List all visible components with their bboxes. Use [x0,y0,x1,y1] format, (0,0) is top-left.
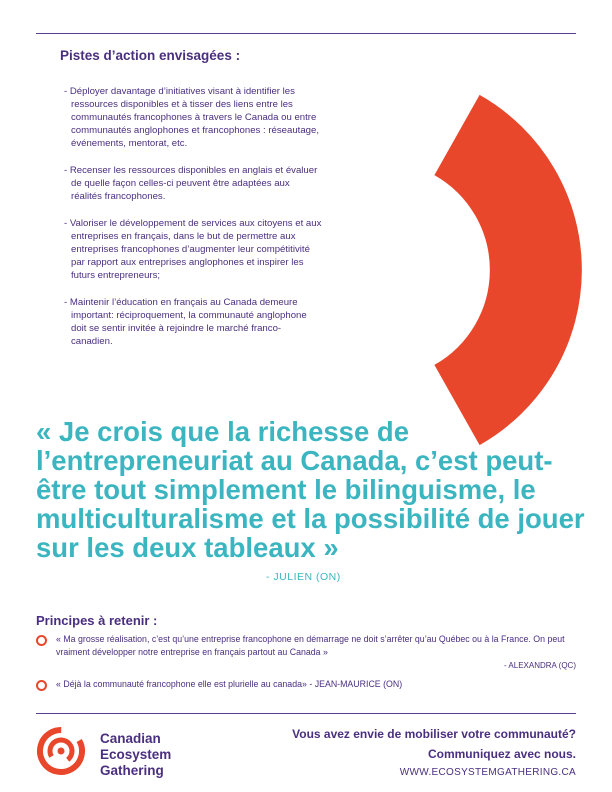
principle-item [36,633,576,672]
circle-bullet-icon [36,635,47,646]
principles-title: Principes à retenir : [36,613,158,628]
cta-contact: Communiquez avec nous. [427,747,576,761]
logo-line: Gathering [100,763,164,778]
actions-title: Pistes d’action envisagées : [60,48,241,63]
logo-line: Ecosystem [100,747,172,762]
principle-author: - ALEXANDRA (QC) [503,661,576,670]
logo-line: Canadian [100,731,161,746]
quote-author: - JULIEN (ON) [266,571,341,583]
principle-text: « Déjà la communauté francophone elle est plurielle au canada» - JEAN-MAURICE (ON) [56,679,403,689]
action-item: - Déployer davantage d’initiatives visant à identifier les ressources disponibles et à tisser des liens entre les communautés francophones à travers le Canada ou entre communautés anglophones et francophones : réseautage, événements, mentorat, etc. [64,86,320,149]
pull-quote: « Je crois que la richesse de l’entrepreneuriat au Canada, c’est peut-être tout simplement le bilinguisme, le multiculturalisme et la possibilité de jouer sur les deux tableaux » [36,416,585,563]
bottom-divider [36,713,576,714]
top-divider [36,33,576,34]
principle-item [36,678,576,691]
circle-bullet-icon [36,680,47,691]
ceg-logo-icon [34,724,88,778]
website-link[interactable]: WWW.ECOSYSTEMGATHERING.CA [399,767,576,778]
principle-text: « Ma grosse réalisation, c’est qu’une entreprise francophone en démarrage ne doit s’arrêter qu’au Québec ou à la France. On peut vraiment développer notre entreprise en français partout au Canada » [56,634,565,657]
action-item: - Valoriser le développement de services aux citoyens et aux entreprises en français, dans le but de permettre aux entreprises francophones d’augmenter leur compétitivité par rapport aux entreprises anglophones et inspirer les futurs entrepreneurs; [64,218,322,281]
logo-wordmark [100,731,171,779]
action-item: - Recenser les ressources disponibles en anglais et évaluer de quelle façon celles-ci peuvent être adaptées aux réalités francophones. [64,165,318,202]
cta-question: Vous avez envie de mobiliser votre communauté? [292,727,576,741]
actions-list [62,85,322,362]
call-to-action [292,725,576,781]
action-item: - Maintenir l’éducation en français au Canada demeure important: réciproquement, la communauté anglophone doit se sentir invitée à rejoindre le marché franco-canadien. [64,297,307,347]
